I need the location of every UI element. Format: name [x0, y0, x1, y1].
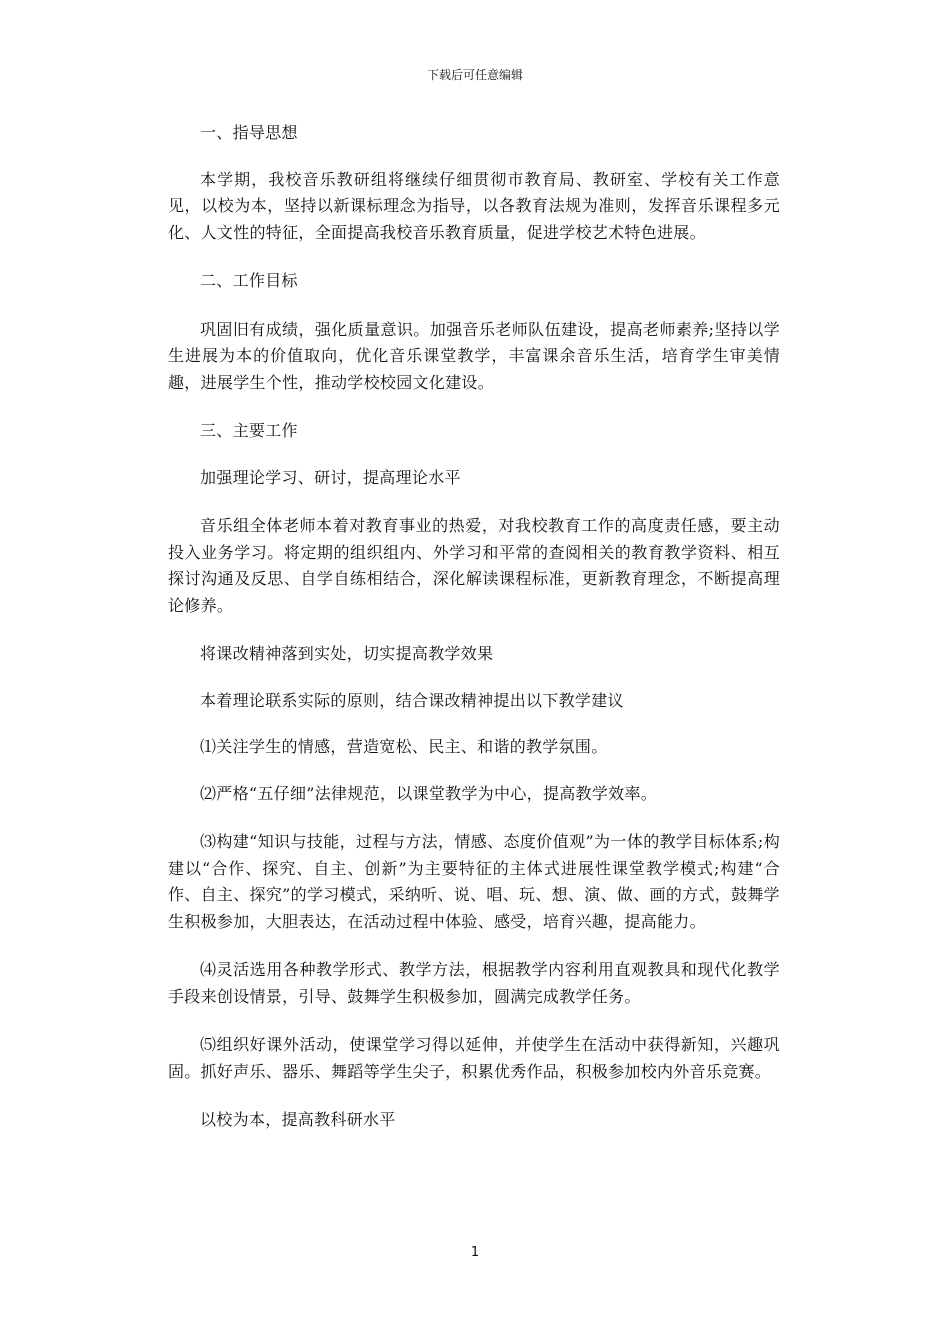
- list-item-5: ⑸组织好课外活动，使课堂学习得以延伸，并使学生在活动中获得新知，兴趣巩固。抓好声乐、器乐、舞蹈等学生尖子，积累优秀作品，积极参加校内外音乐竞赛。: [168, 1035, 780, 1081]
- paragraph-teaching-suggestions-intro: 本着理论联系实际的原则，结合课改精神提出以下教学建议: [200, 690, 624, 710]
- document-body: [168, 120, 780, 1134]
- list-item-3: ⑶构建“知识与技能，过程与方法，情感、态度价值观”为一体的教学目标体系;构建以“合作、探究、自主、创新”为主要特征的主体式进展性课堂教学模式;构建“合作、自主、探究”的学习模式，采纳听、说、唱、玩、想、演、做、画的方式，鼓舞学生积极参加，大胆表达，在活动过程中体验、感受，培育兴趣，提高能力。: [168, 832, 780, 931]
- paragraph-work-goals: 巩固旧有成绩，强化质量意识。加强音乐老师队伍建设，提高老师素养;坚持以学生进展为本的价值取向，优化音乐课堂教学，丰富课余音乐生活，培育学生审美情趣，进展学生个性，推动学校校园文化建设。: [168, 319, 780, 392]
- section-heading-work-goals: 二、工作目标: [200, 271, 298, 290]
- section-heading-main-work: 三、主要工作: [200, 421, 298, 440]
- subheading-curriculum-reform: 将课改精神落到实处，切实提高教学效果: [200, 644, 494, 663]
- page-number: 1: [470, 1245, 480, 1260]
- list-item-2: ⑵严格“五仔细”法律规范，以课堂教学为中心，提高教学效率。: [200, 783, 658, 803]
- list-item-1: ⑴关注学生的情感，营造宽松、民主、和谐的教学氛围。: [200, 737, 608, 756]
- paragraph-guiding-ideology: 本学期，我校音乐教研组将继续仔细贯彻市教育局、教研室、学校有关工作意见，以校为本，坚持以新课标理念为指导，以各教育法规为准则，发挥音乐课程多元化、人文性的特征，全面提高我校音乐教育质量，促进学校艺术特色进展。: [168, 169, 780, 242]
- page-header-note: 下载后可任意编辑: [426, 68, 523, 82]
- list-item-4: ⑷灵活选用各种教学形式、教学方法，根据教学内容利用直观教具和现代化教学手段来创设情景，引导、鼓舞学生积极参加，圆满完成教学任务。: [168, 960, 780, 1006]
- paragraph-theory-study: 音乐组全体老师本着对教育事业的热爱，对我校教育工作的高度责任感，要主动投入业务学习。将定期的组织组内、外学习和平常的查阅相关的教育教学资料、相互探讨沟通及反思、自学自练相结合，深化解读课程标准，更新教育理念，不断提高理论修养。: [168, 516, 780, 615]
- subheading-theory-study: 加强理论学习、研讨，提高理论水平: [200, 467, 461, 487]
- section-heading-guiding-ideology: 一、指导思想: [200, 123, 298, 142]
- subheading-school-based-research: 以校为本，提高教科研水平: [200, 1110, 396, 1129]
